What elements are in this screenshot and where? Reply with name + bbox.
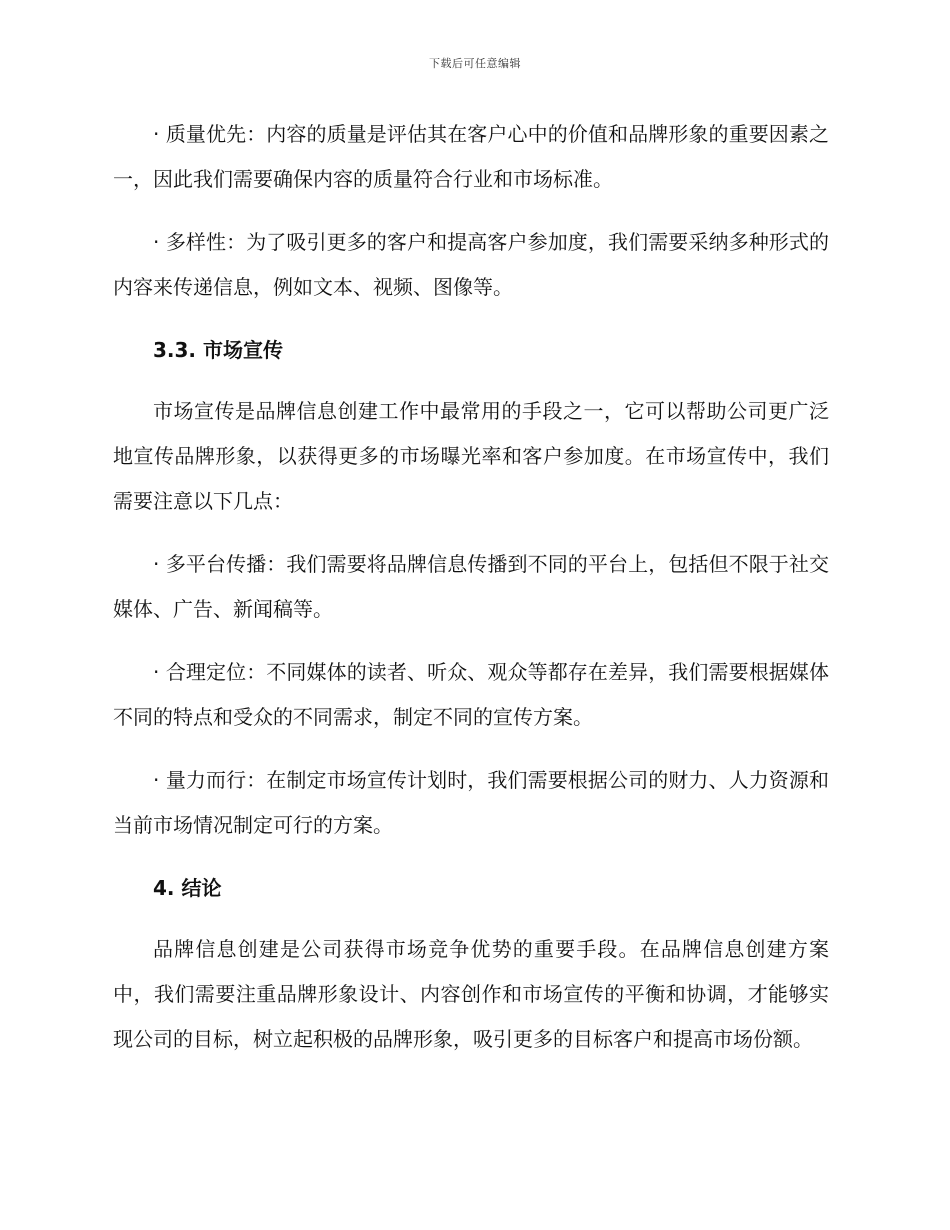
section-heading-marketing: 3.3. 市场宣传 (153, 338, 283, 362)
paragraph-marketing-intro: 市场宣传是品牌信息创建工作中最常用的手段之一，它可以帮助公司更广泛地宣传品牌形象，以获得更多的市场曝光率和客户参加度。在市场宣传中，我们需要注意以下几点： (113, 399, 829, 513)
bullet-quality-first: · 质量优先：内容的质量是评估其在客户心中的价值和品牌形象的重要因素之一，因此我们需要确保内容的质量符合行业和市场标准。 (113, 122, 829, 191)
page-header-note: 下载后可任意编辑 (429, 57, 521, 70)
document-body (113, 112, 829, 1080)
bullet-multi-platform: · 多平台传播：我们需要将品牌信息传播到不同的平台上，包括但不限于社交媒体、广告、新闻稿等。 (113, 552, 829, 621)
paragraph-conclusion: 品牌信息创建是公司获得市场竞争优势的重要手段。在品牌信息创建方案中，我们需要注重品牌形象设计、内容创作和市场宣传的平衡和协调，才能够实现公司的目标，树立起积极的品牌形象，吸引更多的目标客户和提高市场份额。 (113, 937, 829, 1051)
section-heading-conclusion: 4. 结论 (153, 876, 222, 900)
bullet-reasonable-positioning: · 合理定位：不同媒体的读者、听众、观众等都存在差异，我们需要根据媒体不同的特点和受众的不同需求，制定不同的宣传方案。 (113, 660, 829, 729)
bullet-diversity: · 多样性：为了吸引更多的客户和提高客户参加度，我们需要采纳多种形式的内容来传递信息，例如文本、视频、图像等。 (113, 230, 829, 299)
bullet-within-means: · 量力而行：在制定市场宣传计划时，我们需要根据公司的财力、人力资源和当前市场情况制定可行的方案。 (113, 768, 829, 837)
